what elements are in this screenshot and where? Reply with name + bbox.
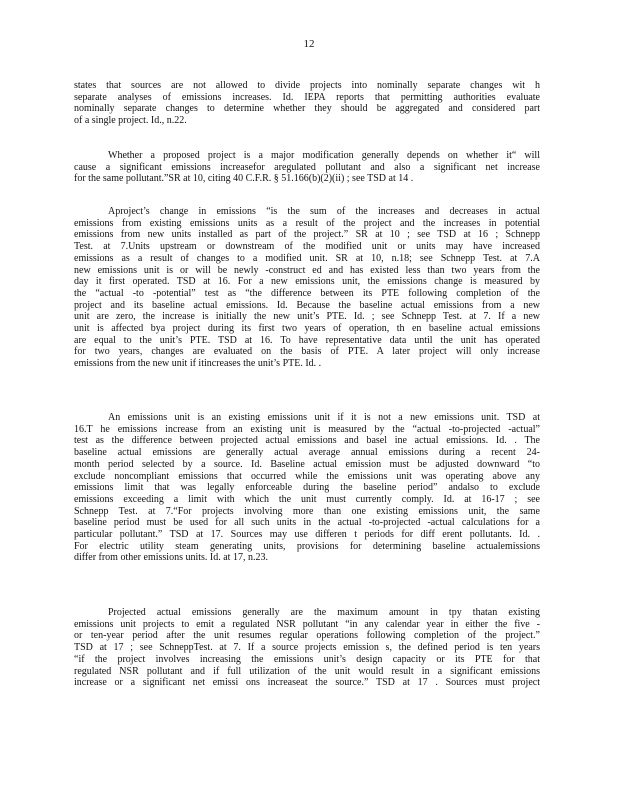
text-line: Aproject’s change in emissions “is the sum of the increases and decreases in actual [108, 206, 540, 217]
text-line: Whether a proposed project is a major modification generally depends on whether it“ will [108, 150, 540, 161]
text-line: TSD at 17 ; see SchneppTest. at 7. If a source projects emission s, the defined period is ten years [74, 642, 540, 654]
text-line: emissions limit that was legally enforceable during the baseline period” andalso to exclude [74, 482, 540, 494]
text-line: Projected actual emissions generally are the maximum amount in tpy thatan existing [108, 607, 540, 618]
text-line: unit are zero, the increase is initially the new unit’s PTE. Id. ; see Schnepp Test. at 7. If a new [74, 311, 540, 323]
text-line: emissions exceeding a limit with which the unit must currently comply. Id. at 16-17 ; see [74, 493, 540, 505]
text-line: for the same pollutant.”SR at 10, citing 40 C.F.R. § 51.166(b)(2)(ii) ; see TSD at 14 . [74, 173, 414, 185]
page-number: 12 [303, 38, 315, 50]
text-line: regulated NSR pollutant and if full utilization of the unit would result in a significant emissions [74, 665, 540, 677]
text-line: increase or a significant net emissi ons increaseat the source.” TSD at 17 . Sources must project [74, 677, 540, 689]
text-line: nominally separate changes to determine whether they should be aggregated and considered part [74, 103, 540, 115]
text-line: project and its baseline actual emissions. Id. Because the baseline actual emissions from a new [74, 299, 540, 311]
text-line: test as the difference between projected actual emissions and basel ine actual emissions. Id. . The [74, 435, 540, 447]
text-line: emissions unit projects to emit a regulated NSR pollutant “in any calendar year in either the five - [74, 618, 540, 630]
text-line: baseline actual emissions are generally actual average annual emissions during a recent 24- [74, 447, 540, 459]
text-line: differ from other emissions units. Id. at 17, n.23. [74, 552, 268, 564]
paragraph-3 [74, 206, 540, 370]
text-line: For electric utility steam generating units, provisions for determining baseline actualemissions [74, 540, 540, 552]
text-line: baseline period must be used for all such units in the actual -to-projected -actual calculations for a [74, 517, 540, 529]
text-line: of a single project. Id., n.22. [74, 115, 187, 127]
text-line: month period selected by a source. Id. Baseline actual emission must be adjusted downward “to [74, 458, 540, 470]
paragraph-5 [74, 607, 540, 689]
text-line: 16.T he emissions increase from an existing unit is measured by the “actual -to-projected -actual” [74, 423, 540, 435]
text-line: emissions from the new unit if itincreases the unit’s PTE. Id. . [74, 358, 322, 370]
paragraph-4 [74, 412, 540, 564]
text-line: or ten-year period after the unit resumes regular operations following completion of the project.” [74, 630, 540, 642]
text-line: cause a significant emissions increasefor aregulated pollutant and also a significant net increase [74, 161, 540, 173]
text-line: the “actual -to -potential” test as “the difference between its PTE following completion of the [74, 287, 540, 299]
text-line: Schnepp Test. at 7.“For projects involving more than one existing emissions unit, the same [74, 505, 540, 517]
text-line: day it first operated. TSD at 16. For a new emissions unit, the emissions change is measured by [74, 276, 540, 288]
text-line: An emissions unit is an existing emissions unit if it is not a new emissions unit. TSD at [108, 412, 540, 423]
paragraph-2 [74, 150, 540, 185]
text-line: are equal to the unit’s PTE. TSD at 16. To have representative data until the unit has operated [74, 334, 540, 346]
text-line: particular pollutant.” TSD at 17. Sources may use differen t periods for diff erent pollutants. Id. . [74, 529, 540, 541]
text-line: unit is affected bya project during its first two years of operation, th en baseline actual emissions [74, 323, 540, 335]
text-line: emissions from existing emissions units as a result of the project and the increases in potential [74, 217, 540, 229]
text-line: separate analyses of emissions increases. Id. IEPA reports that permitting authorities evaluate [74, 91, 540, 103]
text-line: emissions as a result of changes to a modified unit. SR at 10, n.18; see Schnepp Test. at 7.A [74, 252, 540, 264]
paragraph-1 [74, 80, 540, 127]
text-line: Test. at 7.Units upstream or downstream of the modified unit or units may have increased [74, 241, 540, 253]
text-line: new emissions unit is or will be newly -construct ed and has existed less than two years from the [74, 264, 540, 276]
text-line: for two years, changes are evaluated on the basis of PTE. A later project will only increase [74, 346, 540, 358]
text-line: states that sources are not allowed to divide projects into nominally separate changes wit h [74, 80, 540, 91]
text-line: emissions from new units installed as part of the project.” SR at 10 ; see TSD at 16 ; Schnepp [74, 229, 540, 241]
text-line: exclude noncompliant emissions that occurred while the emissions unit was operating above any [74, 470, 540, 482]
text-line: “if the project involves increasing the emissions unit’s design capacity or its PTE for that [74, 653, 540, 665]
